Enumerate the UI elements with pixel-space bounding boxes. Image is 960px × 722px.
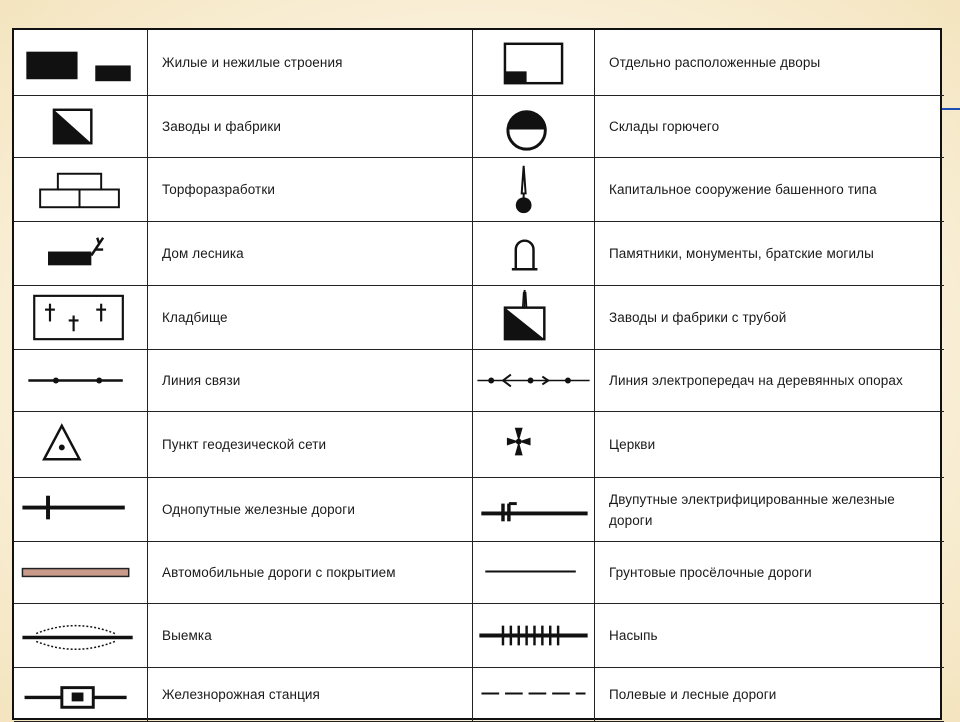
peat-extraction-symbol-icon <box>14 158 147 221</box>
symbol-cell <box>473 222 595 286</box>
geodetic-point-symbol-icon <box>14 412 147 477</box>
legend-label: Жилые и нежилые строения <box>148 30 473 96</box>
symbol-cell <box>14 222 148 286</box>
legend-label: Железнорожная станция <box>148 668 473 722</box>
single-track-railway-symbol-icon <box>14 478 147 541</box>
railway-station-symbol-icon <box>14 668 147 721</box>
electrified-double-railway-symbol-icon <box>473 478 594 541</box>
tower-structure-symbol-icon <box>473 158 594 221</box>
legend-label: Автомобильные дороги с покрытием <box>148 542 473 604</box>
legend-label: Памятники, монументы, братские могилы <box>595 222 944 286</box>
symbol-cell <box>473 350 595 412</box>
legend-label: Заводы и фабрики с трубой <box>595 286 944 350</box>
factory-with-chimney-symbol-icon <box>473 286 594 349</box>
separate-yards-symbol-icon <box>473 30 594 95</box>
cemetery-symbol-icon <box>14 286 147 349</box>
legend-label: Двупутные электрифицированные железные дороги <box>595 478 944 542</box>
legend-table <box>12 28 942 720</box>
legend-label: Выемка <box>148 604 473 668</box>
symbol-cell <box>14 158 148 222</box>
legend-label: Полевые и лесные дороги <box>595 668 944 722</box>
factory-symbol-icon <box>14 96 147 157</box>
legend-label: Торфоразработки <box>148 158 473 222</box>
symbol-cell <box>473 286 595 350</box>
monument-symbol-icon <box>473 222 594 285</box>
symbol-cell <box>14 478 148 542</box>
legend-label: Заводы и фабрики <box>148 96 473 158</box>
symbol-cell <box>14 30 148 96</box>
legend-label: Отдельно расположенные дворы <box>595 30 944 96</box>
legend-label: Церкви <box>595 412 944 478</box>
symbol-cell <box>14 668 148 722</box>
fuel-depot-symbol-icon <box>473 96 594 157</box>
legend-label: Однопутные железные дороги <box>148 478 473 542</box>
symbol-cell <box>14 350 148 412</box>
dirt-road-symbol-icon <box>473 542 594 603</box>
symbol-cell <box>473 158 595 222</box>
legend-label: Грунтовые просёлочные дороги <box>595 542 944 604</box>
legend-label: Линия электропередач на деревянных опорах <box>595 350 944 412</box>
legend-label: Пункт геодезической сети <box>148 412 473 478</box>
legend-label: Дом лесника <box>148 222 473 286</box>
embankment-symbol-icon <box>473 604 594 667</box>
symbol-cell <box>473 478 595 542</box>
buildings-symbol-icon <box>14 30 147 95</box>
legend-label: Насыпь <box>595 604 944 668</box>
excavation-symbol-icon <box>14 604 147 667</box>
legend-label: Кладбище <box>148 286 473 350</box>
symbol-cell <box>473 668 595 722</box>
symbol-cell <box>14 542 148 604</box>
field-forest-road-symbol-icon <box>473 668 594 721</box>
forester-house-symbol-icon <box>14 222 147 285</box>
symbol-cell <box>473 542 595 604</box>
legend-label: Склады горючего <box>595 96 944 158</box>
symbol-cell <box>473 412 595 478</box>
symbol-cell <box>14 412 148 478</box>
legend-label: Линия связи <box>148 350 473 412</box>
symbol-cell <box>473 30 595 96</box>
power-line-wooden-symbol-icon <box>473 350 594 411</box>
paved-road-symbol-icon <box>14 542 147 603</box>
church-symbol-icon <box>473 412 594 477</box>
communication-line-symbol-icon <box>14 350 147 411</box>
legend-label: Капитальное сооружение башенного типа <box>595 158 944 222</box>
symbol-cell <box>473 604 595 668</box>
symbol-cell <box>14 96 148 158</box>
symbol-cell <box>473 96 595 158</box>
symbol-cell <box>14 604 148 668</box>
symbol-cell <box>14 286 148 350</box>
